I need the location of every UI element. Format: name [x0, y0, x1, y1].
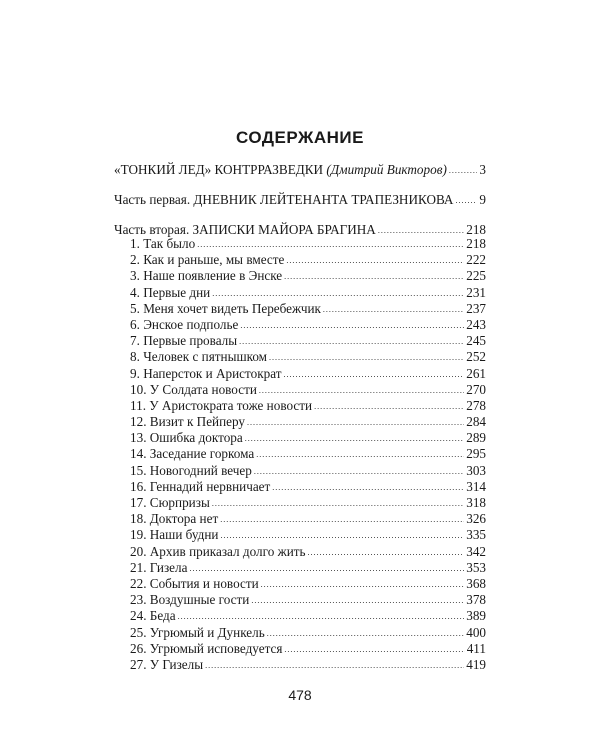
page-number: 478: [288, 687, 312, 703]
toc-chapter-entry: [114, 479, 486, 495]
toc-entry-label: Часть первая. ДНЕВНИК ЛЕЙТЕНАНТА ТРАПЕЗНИКОВА: [114, 192, 454, 207]
chapter-page: 353: [466, 559, 486, 575]
chapter-page: 303: [466, 462, 486, 478]
toc-chapter-entry: [114, 236, 486, 252]
chapter-label: 18. Доктора нет: [130, 511, 219, 527]
toc-chapter-entry: [114, 463, 486, 479]
toc-chapter-entry: [114, 285, 486, 301]
chapter-page: 270: [466, 381, 486, 397]
chapter-label: 15. Новогодний вечер: [130, 462, 252, 478]
chapter-page: 295: [466, 446, 486, 462]
chapter-page: 400: [466, 624, 486, 640]
toc-entry-page: 9: [479, 192, 486, 207]
chapter-page: 326: [466, 511, 486, 527]
chapter-page: 237: [466, 300, 486, 316]
chapter-label: 12. Визит к Пейперу: [130, 414, 246, 430]
chapter-label: 9. Наперсток и Аристократ: [130, 365, 282, 381]
toc-chapter-entry: [114, 657, 486, 673]
toc-entry-label: [114, 162, 447, 178]
toc-chapter-entry: [114, 398, 486, 414]
toc-chapter-entry: [114, 625, 486, 641]
chapter-label: 13. Ошибка доктора: [130, 430, 243, 446]
chapter-label: 8. Человек с пятнышком: [130, 349, 268, 365]
chapter-page: 411: [466, 640, 486, 656]
toc-chapter-entry: [114, 641, 486, 657]
chapter-label: 26. Угрюмый исповедуется: [130, 640, 283, 656]
toc-chapter-entry: [114, 414, 486, 430]
chapter-label: 1. Так было: [130, 236, 196, 251]
chapter-label: 22. События и новости: [130, 575, 259, 591]
toc-chapter-entry: [114, 495, 486, 511]
chapter-page: 314: [466, 478, 486, 494]
chapter-page: 243: [466, 316, 486, 332]
chapter-label: 16. Геннадий нервничает: [130, 478, 271, 494]
chapter-label: 27. У Гизелы: [130, 656, 204, 672]
chapter-label: 5. Меня хочет видеть Перебежчик: [130, 300, 321, 316]
chapter-label: 11. У Аристократа тоже новости: [130, 397, 313, 413]
chapter-label: 25. Угрюмый и Дункель: [130, 624, 265, 640]
chapter-page: 342: [466, 543, 486, 559]
toc-chapter-entry: [114, 268, 486, 284]
leader-dots: [455, 191, 477, 209]
chapter-page: 225: [466, 268, 486, 284]
chapter-label: 4. Первые дни: [130, 284, 211, 300]
toc-chapter-entry: [114, 317, 486, 333]
chapter-page: 218: [466, 236, 486, 251]
toc-chapter-entry: [114, 252, 486, 268]
chapter-label: 7. Первые провалы: [130, 333, 238, 349]
leader-dots: [205, 656, 464, 674]
page-title: СОДЕРЖАНИЕ: [236, 128, 364, 147]
toc-chapter-entry: [114, 333, 486, 349]
toc-chapter-entry: [114, 366, 486, 382]
chapter-label: 14. Заседание горкома: [130, 446, 255, 462]
toc-chapter-entry: [114, 592, 486, 608]
chapter-label: 10. У Солдата новости: [130, 381, 257, 397]
intro-author: (Дмитрий Викторов): [326, 162, 447, 177]
toc-entry-intro: [114, 162, 486, 180]
chapter-page: 231: [466, 284, 486, 300]
chapter-label: 21. Гизела: [130, 559, 188, 575]
chapter-page: 419: [466, 656, 486, 672]
toc-chapter-entry: [114, 349, 486, 365]
toc-entry-page: 218: [466, 222, 486, 237]
chapter-page: 368: [466, 575, 486, 591]
chapter-label: 2. Как и раньше, мы вместе: [130, 252, 285, 268]
chapter-page: 335: [466, 527, 486, 543]
toc-chapter-entry: [114, 576, 486, 592]
toc-entry-part-1: [114, 192, 486, 210]
chapter-label: 20. Архив приказал долго жить: [130, 543, 306, 559]
toc-chapter-entry: [114, 382, 486, 398]
chapter-label: 19. Наши будни: [130, 527, 219, 543]
chapter-page: 378: [466, 592, 486, 608]
chapter-label: 3. Наше появление в Энске: [130, 268, 283, 284]
toc-chapter-entry: [114, 430, 486, 446]
chapter-page: 278: [466, 397, 486, 413]
toc-chapter-entry: [114, 301, 486, 317]
chapter-page: 318: [466, 495, 486, 510]
chapter-page: 222: [466, 252, 486, 268]
chapter-page: 252: [466, 349, 486, 365]
chapter-label: 6. Энское подполье: [130, 316, 239, 332]
chapter-label: 23. Воздушные гости: [130, 592, 250, 608]
toc-entry-label: Часть вторая. ЗАПИСКИ МАЙОРА БРАГИНА: [114, 222, 376, 237]
chapter-page: 289: [466, 430, 486, 446]
toc-chapter-list: [114, 236, 486, 673]
toc-chapter-entry: [114, 608, 486, 624]
toc-chapter-entry: [114, 544, 486, 560]
leader-dots: [449, 161, 478, 179]
chapter-page: 261: [466, 365, 486, 381]
chapter-page: 389: [466, 608, 486, 624]
toc-chapter-entry: [114, 527, 486, 543]
toc-chapter-entry: [114, 560, 486, 576]
toc-chapter-entry: [114, 446, 486, 462]
chapter-label: 24. Беда: [130, 608, 176, 624]
intro-title: «ТОНКИЙ ЛЕД» КОНТРРАЗВЕДКИ: [114, 162, 324, 177]
chapter-page: 284: [466, 414, 486, 430]
chapter-label: 17. Сюрпризы: [130, 495, 210, 510]
chapter-page: 245: [466, 333, 486, 349]
toc-entry-page: 3: [479, 162, 486, 177]
toc-chapter-entry: [114, 511, 486, 527]
